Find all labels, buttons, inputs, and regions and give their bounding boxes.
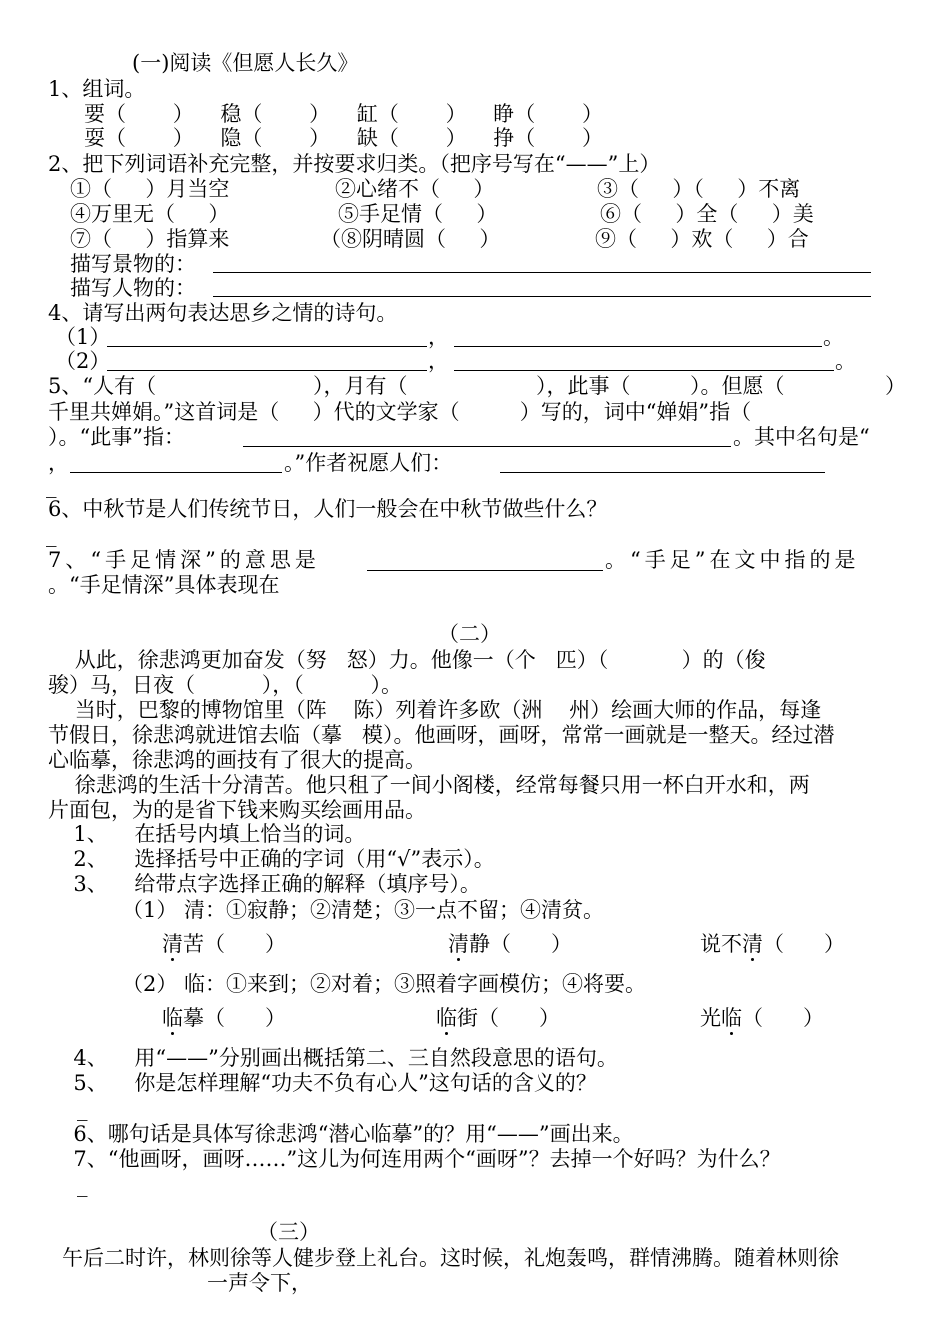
q1-row-1: 要（ ） 稳（ ） 缸（ ） 睁（ ）	[84, 102, 604, 126]
q4-line-2-blank-a[interactable]	[107, 370, 427, 371]
q7-part-c: 。“手足情深”具体表现在	[48, 573, 280, 597]
word-linjie: 临街（ ）	[436, 1006, 561, 1030]
question-6: 6、中秋节是人们传统节日，人们一般会在中秋节做些什么？	[48, 497, 608, 521]
q5-line-1e: ）	[885, 374, 906, 398]
part2-question-7: 7、“他画呀，画呀……”这儿为何连用两个“画呀”？去掉一个好吗？为什么？	[60, 1147, 781, 1171]
q4-line-1-blank-b[interactable]	[454, 346, 822, 347]
q4-line-1-comma: ，	[428, 325, 449, 349]
part1-title: (一)阅读《但愿人长久》	[132, 51, 359, 75]
part2-title: （二）	[438, 622, 501, 646]
part2-para-2-line-1: 当时，巴黎的博物馆里（阵 陈）列着许多欧（洲 州）绘画大师的作品，每逢	[48, 698, 822, 722]
word-qingjing: 清静（ ）	[448, 932, 573, 956]
q2-people-label: 描写人物的：	[70, 276, 196, 300]
part2-question-6: 6、哪句话是具体写徐悲鸿“潜心临摹”的？用“——”画出来。	[60, 1122, 634, 1146]
part2-para-1-line-2: 骏）马，日夜（ ），（ ）。	[48, 673, 403, 697]
q5-line-4b: 。”作者祝愿人们：	[284, 451, 453, 475]
word-qingku: 清苦（ ）	[162, 932, 287, 956]
q2-item-4: ④万里无（ ）	[70, 202, 230, 226]
q3-sub-2: （2） 临：①来到；②对着；③照着字画模仿；④将要。	[122, 972, 647, 996]
part2-question-2: 2、 选择括号中正确的字词（用“√”表示）。	[60, 847, 495, 871]
emphasis-dot	[171, 958, 174, 961]
q2-item-5: ⑤手足情（ ）	[338, 202, 498, 226]
q4-line-1-label: （1）	[55, 325, 111, 349]
part2-para-2-line-2: 节假日，徐悲鸿就进馆去临（摹 模）。他画呀，画呀，常常一画就是一整天。经过潜	[48, 723, 835, 747]
q2-item-9: ⑨（ ）欢（ ）合	[595, 227, 809, 251]
emphasis-dot	[457, 958, 460, 961]
q7-part-a: 7、“手足情深”的意思是	[48, 548, 320, 572]
part2-question-3: 3、 给带点字选择正确的解释（填序号）。	[60, 872, 481, 896]
q5-line-1d: ）。但愿（	[690, 374, 785, 398]
emphasis-dot	[445, 1032, 448, 1035]
question-2: 2、把下列词语补充完整，并按要求归类。（把序号写在“——”上）	[48, 152, 661, 176]
dash-mark: _	[77, 1097, 88, 1121]
part2-para-3-line-1: 徐悲鸿的生活十分清苦。他只租了一间小阁楼，经常每餐只用一杯白开水和，两	[48, 773, 810, 797]
q2-item-7: ⑦（ ）指算来	[70, 227, 230, 251]
q2-item-3: ③（ ）（ ）不离	[597, 177, 801, 201]
q7-meaning-blank[interactable]	[367, 570, 603, 571]
part2-question-5: 5、 你是怎样理解“功夫不负有心人”这句话的含义的？	[60, 1071, 597, 1095]
part2-question-1: 1、 在括号内填上恰当的词。	[60, 822, 366, 846]
q5-line-1a: 5、“人有（	[48, 374, 157, 398]
word-shuobuqing: 说不清（ ）	[700, 932, 846, 956]
q5-this-blank[interactable]	[243, 446, 731, 447]
dash-mark: _	[77, 1173, 88, 1197]
q2-item-6: ⑥（ ）全（ ）美	[600, 202, 814, 226]
q5-wish-blank[interactable]	[500, 472, 825, 473]
q4-line-1-blank-a[interactable]	[107, 346, 427, 347]
q5-line-2: 千里共婵娟。”这首词是（ ）代的文学家（ ）写的，词中“婵娟”指（	[48, 400, 752, 424]
emphasis-dot	[751, 958, 754, 961]
dash-mark: _	[46, 523, 57, 547]
q2-scene-blank[interactable]	[213, 272, 871, 273]
q5-line-1b: ），月有（	[313, 374, 408, 398]
q4-line-2-label: （2）	[55, 349, 111, 373]
q4-line-2-period: 。	[835, 349, 856, 373]
q2-scene-label: 描写景物的：	[70, 252, 196, 276]
part2-para-1-line-1: 从此，徐悲鸿更加奋发（努 怒）力。他像一（个 匹）（ ）的（俊	[48, 648, 766, 672]
word-linmo: 临摹（ ）	[162, 1006, 287, 1030]
dash-mark: _	[46, 474, 57, 498]
q7-part-b: 。“手足”在文中指的是	[605, 548, 860, 572]
q1-row-2: 耍（ ） 隐（ ） 缺（ ） 挣（ ）	[84, 126, 604, 150]
part2-question-4: 4、 用“——”分别画出概括第二、三自然段意思的语句。	[60, 1046, 618, 1070]
emphasis-dot	[171, 1032, 174, 1035]
q2-people-blank[interactable]	[213, 296, 871, 297]
emphasis-dot	[730, 1032, 733, 1035]
q5-line-4a: ，	[48, 451, 69, 475]
question-1: 1、组词。	[48, 77, 146, 101]
q4-line-1-period: 。	[823, 325, 844, 349]
q5-quote-blank[interactable]	[70, 472, 282, 473]
q5-line-3b: 。其中名句是“	[733, 425, 870, 449]
part2-para-3-line-2: 片面包，为的是省下钱来购买绘画用品。	[48, 798, 426, 822]
q4-line-2-blank-b[interactable]	[454, 370, 834, 371]
q4-line-2-comma: ，	[428, 349, 449, 373]
part3-para-line-2: 一声令下，	[207, 1271, 312, 1295]
q3-sub-1: （1） 清：①寂静；②清楚；③一点不留；④清贫。	[122, 898, 605, 922]
q5-line-1c: ），此事（	[536, 374, 631, 398]
part2-para-2-line-3: 心临摹，徐悲鸿的画技有了很大的提高。	[48, 748, 426, 772]
q2-item-8: （⑧阴晴圆（ ）	[320, 227, 501, 251]
part3-para-line-1: 午后二时许，林则徐等人健步登上礼台。这时候，礼炮轰鸣，群情沸腾。随着林则徐	[62, 1246, 839, 1270]
part3-title: （三）	[257, 1220, 320, 1244]
word-guanglin: 光临（ ）	[700, 1006, 825, 1030]
q2-item-1: ①（ ）月当空	[70, 177, 230, 201]
q5-line-3a: ）。“此事”指：	[48, 425, 185, 449]
question-4: 4、请写出两句表达思乡之情的诗句。	[48, 301, 398, 325]
q2-item-2: ②心绪不（ ）	[335, 177, 495, 201]
